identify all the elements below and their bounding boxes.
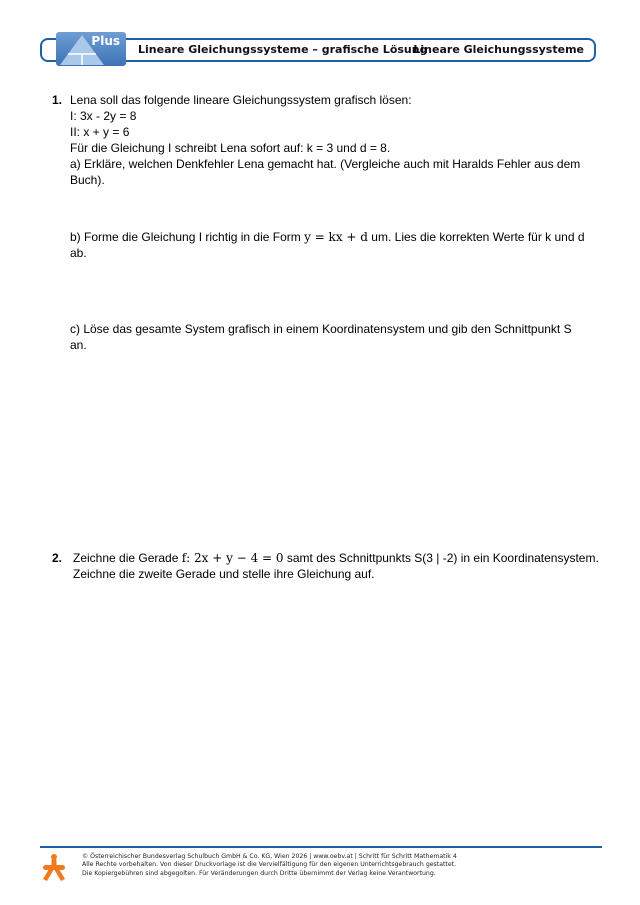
task-2-number: 2. (52, 551, 63, 565)
task-1b-line-1 (70, 229, 585, 245)
page-header (40, 34, 596, 62)
copyright-line-3: Die Kopiergebühren sind abgegolten. Für Veränderungen durch Dritte übernimmt der Verlag keine Verantwortung. (82, 869, 436, 877)
copyright-line-1: © Österreichischer Bundesverlag Schulbuch GmbH & Co. KG, Wien 2026 | www.oebv.at | Schritt für Schritt Mathematik 4 (82, 853, 457, 860)
task-1a-line-2: Buch). (70, 173, 105, 187)
equation-2: II: x + y = 6 (70, 125, 130, 139)
task-1b-text: b) Forme die Gleichung I richtig in die Form (70, 230, 305, 244)
publisher-logo-icon (40, 853, 68, 883)
task-2-text: Zeichne die Gerade (73, 551, 182, 565)
copyright-line-2: Alle Rechte vorbehalten. Von dieser Druckvorlage ist die Vervielfältigung für den eigenen Unterrichtsgebrauch gestattet. (82, 861, 457, 869)
footer-divider (40, 846, 602, 848)
line-equation-formula: f: 2x + y − 4 = 0 (181, 551, 284, 565)
task-1 (70, 92, 580, 188)
task-1c-line-1: c) Löse das gesamte System grafisch in einem Koordinatensystem und gib den Schnittpunkt S (70, 322, 572, 336)
task-1b-text-end: um. Lies die korrekten Werte für k und d (367, 230, 585, 244)
linear-form-formula: y = kx + d (304, 230, 368, 244)
task-2-line-2: Zeichne die zweite Gerade und stelle ihre Gleichung auf. (73, 567, 375, 581)
task-1-number: 1. (52, 93, 63, 107)
logo-label: Plus (91, 34, 120, 48)
task-2 (73, 550, 599, 582)
worksheet-title: Lineare Gleichungssysteme – grafische Lösung (138, 43, 428, 56)
task-1a-line-1: a) Erkläre, welchen Denkfehler Lena gemacht hat. (Vergleiche auch mit Haralds Fehler aus dem (70, 157, 581, 171)
task-1-intro: Lena soll das folgende lineare Gleichungssystem grafisch lösen: (70, 93, 412, 107)
equation-1: I: 3x - 2y = 8 (70, 109, 137, 123)
task-1-note: Für die Gleichung I schreibt Lena sofort auf: k = 3 und d = 8. (70, 141, 391, 155)
task-2-text-end: samt des Schnittpunkts S(3 | -2) in ein Koordinatensystem. (283, 551, 599, 565)
task-1c-line-2: an. (70, 338, 87, 352)
worksheet-topic: Lineare Gleichungssysteme (413, 43, 584, 56)
plus-logo (56, 32, 126, 66)
task-1c (70, 321, 572, 353)
task-1b-line-2: ab. (70, 246, 87, 260)
task-1b (70, 229, 585, 261)
task-2-line-1 (73, 550, 599, 566)
copyright-notice (82, 853, 457, 878)
